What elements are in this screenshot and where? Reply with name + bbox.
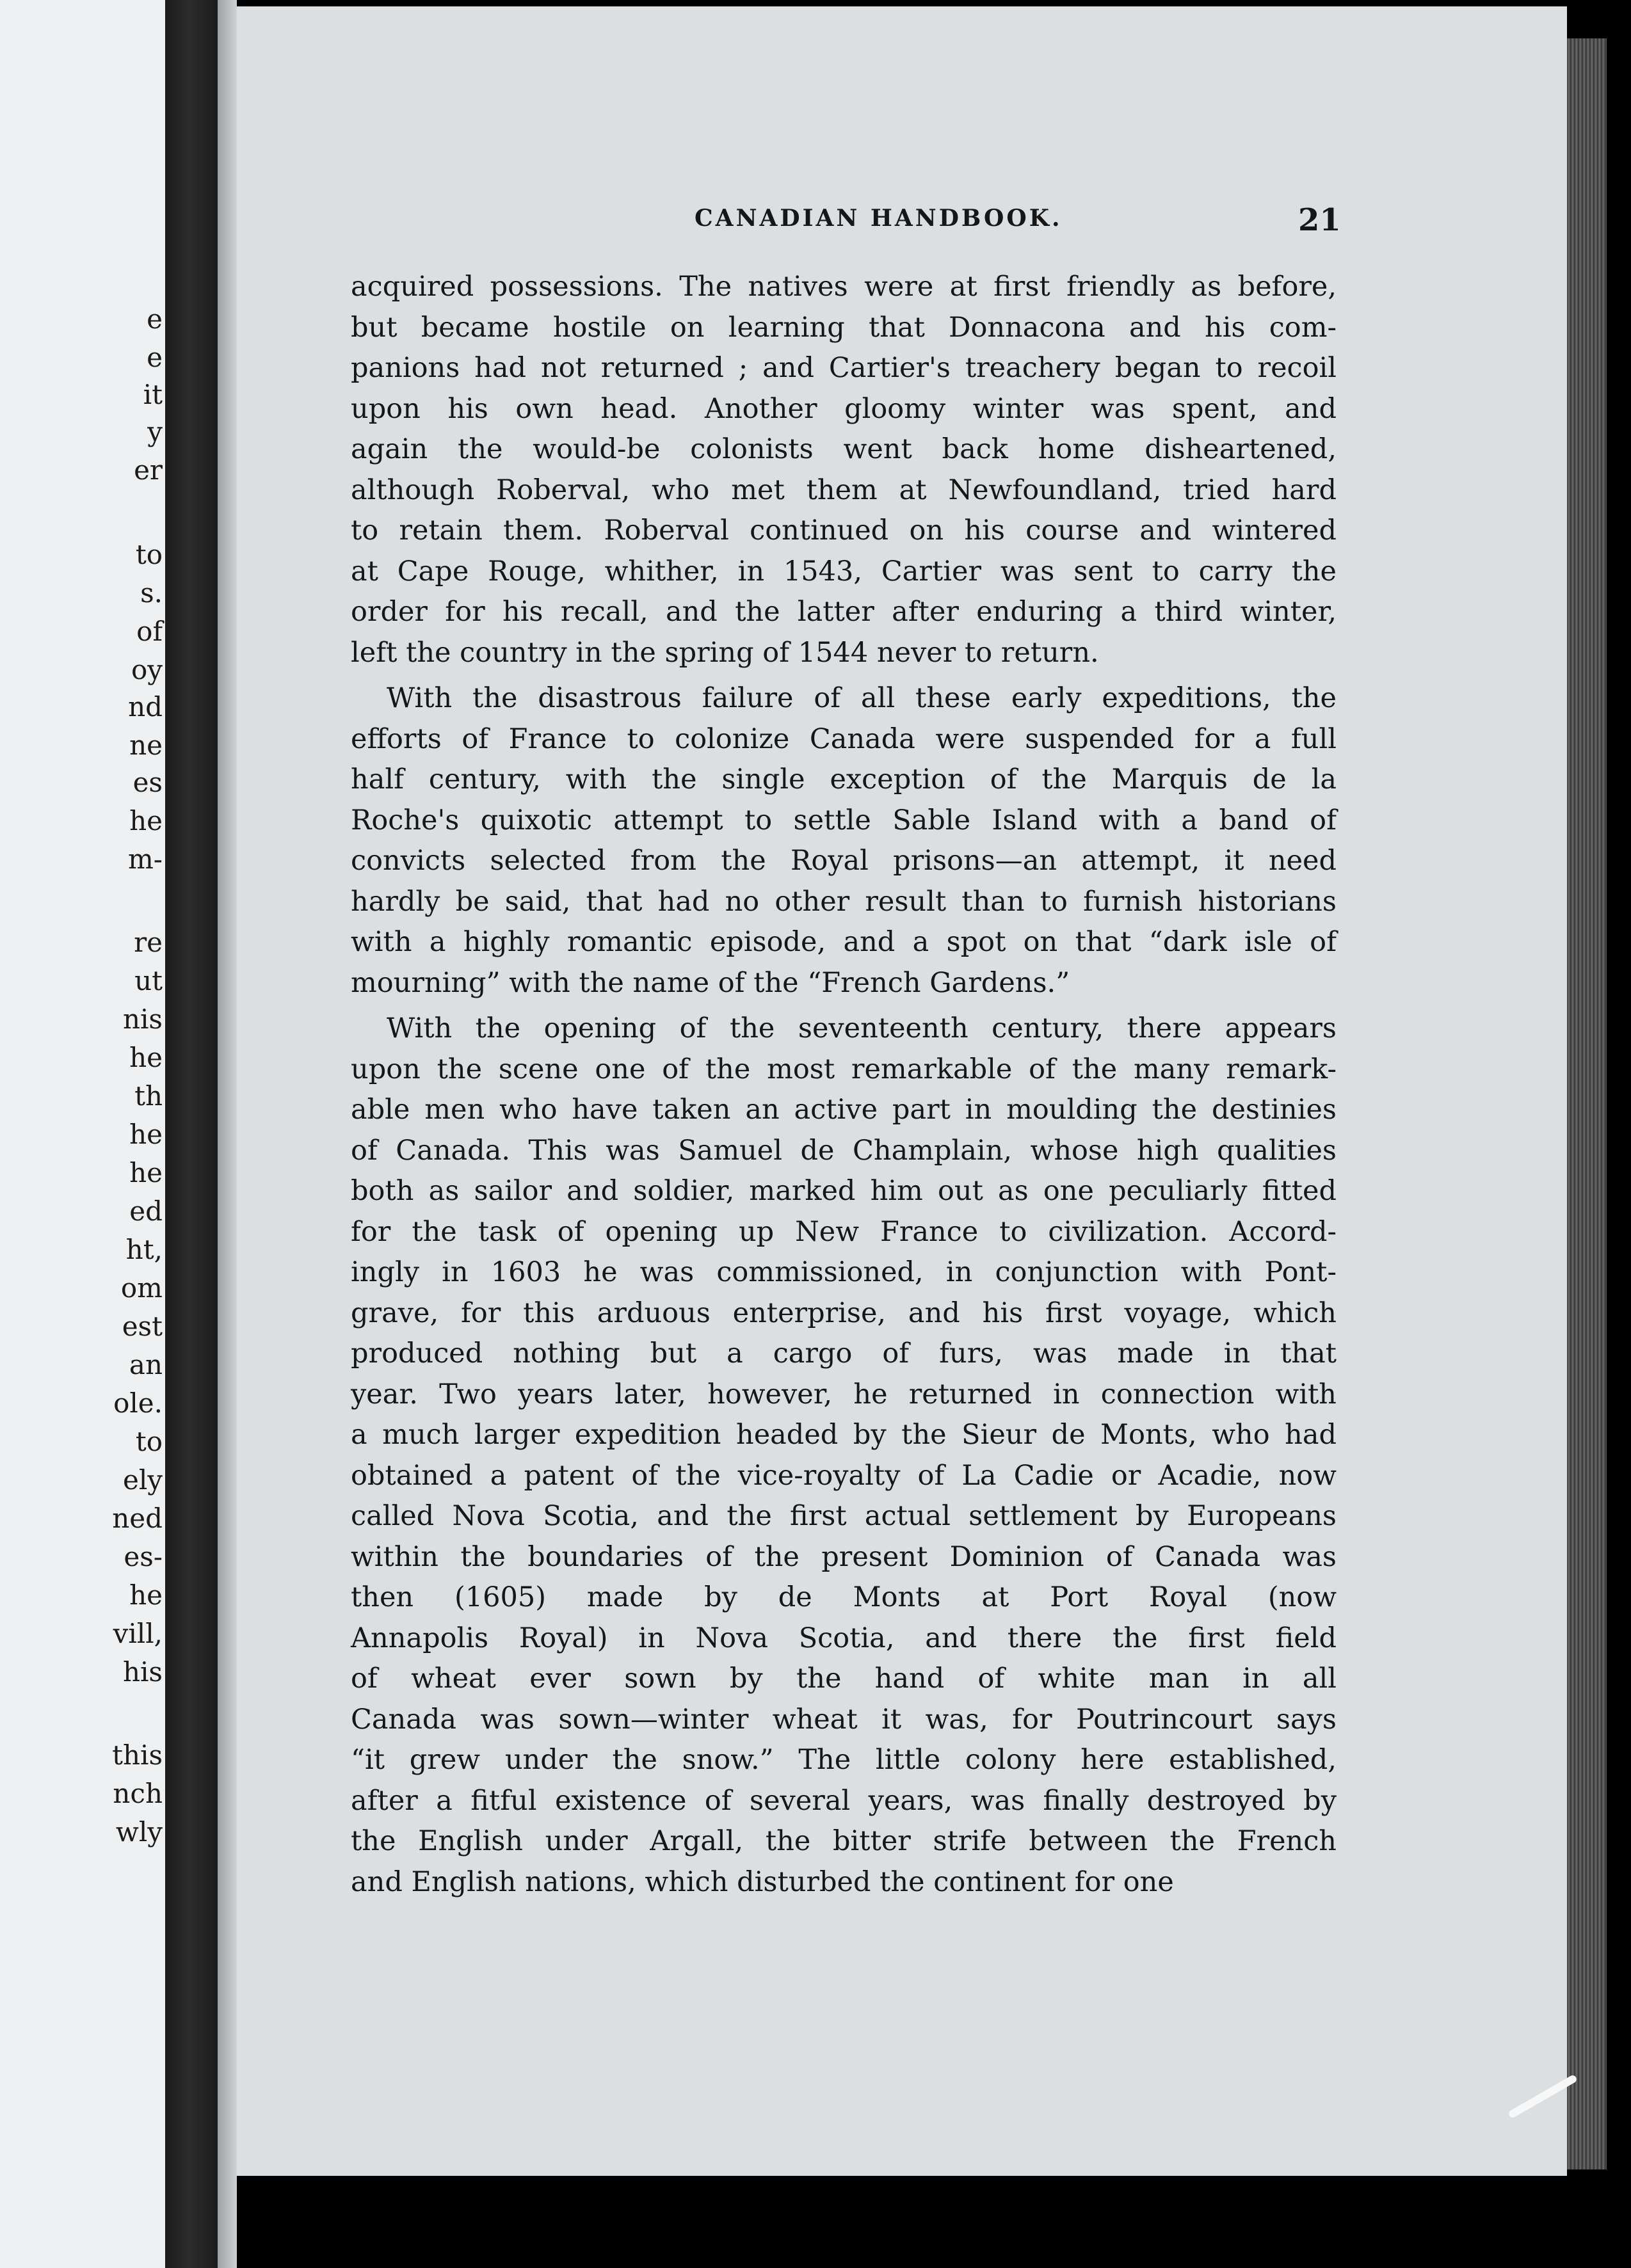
text-line: although Roberval, who met them at Newfoundland, tried hard — [351, 474, 1337, 506]
previous-page-text-fragment: m- — [127, 843, 163, 875]
previous-page-text-fragment: re — [134, 927, 163, 958]
previous-page-text-fragment: om — [120, 1272, 163, 1304]
text-line: and English nations, which disturbed the continent for one — [351, 1865, 1174, 1898]
previous-page-text-fragment: ole. — [113, 1387, 163, 1419]
text-line: convicts selected from the Royal prisons—an attempt, it need — [351, 845, 1337, 877]
previous-page-text-fragment: this — [112, 1739, 163, 1771]
previous-page-text-fragment: es — [133, 767, 163, 798]
text-line: With the opening of the seventeenth century, there appears — [387, 1012, 1337, 1044]
previous-page-text-fragment: nis — [122, 1003, 163, 1035]
text-line: again the would-be colonists went back home disheartened, — [351, 433, 1337, 465]
paragraph — [351, 1009, 1337, 1903]
text-line: for the task of opening up New France to civilization. Accord- — [351, 1215, 1337, 1248]
previous-page-text-fragment: to — [135, 1426, 163, 1457]
previous-page-text-fragment: ned — [112, 1503, 163, 1534]
text-line: produced nothing but a cargo of furs, was made in that — [351, 1338, 1337, 1370]
previous-page-text-fragment: he — [129, 1579, 163, 1611]
text-line: left the country in the spring of 1544 never to return. — [351, 636, 1099, 669]
previous-page-text-fragment: he — [129, 805, 163, 836]
text-line: panions had not returned ; and Cartier's treachery began to recoil — [351, 352, 1337, 384]
text-line: at Cape Rouge, whither, in 1543, Cartier was sent to carry the — [351, 555, 1337, 587]
previous-page-text-fragment: y — [147, 416, 163, 447]
book-spine-shadow — [165, 0, 218, 2268]
text-line: mourning” with the name of the “French Gardens.” — [351, 966, 1070, 999]
page-number: 21 — [1298, 202, 1341, 238]
text-line: called Nova Scotia, and the first actual settlement by Europeans — [351, 1500, 1337, 1532]
text-line: year. Two years later, however, he returned in connection with — [351, 1378, 1337, 1410]
previous-page-text-fragment: ut — [134, 965, 163, 996]
text-line: but became hostile on learning that Donnacona and his com- — [351, 311, 1337, 344]
previous-page-text-fragment: er — [134, 454, 163, 486]
previous-page-text-fragment: ed — [129, 1195, 163, 1227]
previous-page-text-fragment: wly — [115, 1816, 163, 1848]
previous-page-text-fragment: of — [136, 616, 163, 647]
text-line: after a fitful existence of several years, was finally destroyed by — [351, 1784, 1337, 1817]
text-line: efforts of France to colonize Canada were suspended for a full — [351, 723, 1337, 755]
text-line: Roche's quixotic attempt to settle Sable Island with a band of — [351, 804, 1337, 836]
text-line: Annapolis Royal) in Nova Scotia, and there the first field — [351, 1622, 1337, 1654]
previous-page-text-fragment: his — [122, 1656, 163, 1688]
previous-page-text-fragment: ht, — [125, 1234, 163, 1265]
text-line: able men who have taken an active part in moulding the destinies — [351, 1094, 1337, 1126]
text-line: within the boundaries of the present Dominion of Canada was — [351, 1540, 1337, 1573]
previous-page-text-fragment: nch — [113, 1778, 163, 1809]
text-line: a much larger expedition headed by the Sieur de Monts, who had — [351, 1419, 1337, 1451]
text-line: of wheat ever sown by the hand of white man in all — [351, 1663, 1337, 1695]
previous-page-text-fragment: to — [135, 539, 163, 570]
text-line: half century, with the single exception of the Marquis de la — [351, 763, 1337, 795]
text-line: upon his own head. Another gloomy winter was spent, and — [351, 392, 1337, 425]
previous-page-text-fragment: nd — [128, 691, 163, 723]
text-line: of Canada. This was Samuel de Champlain, whose high qualities — [351, 1134, 1337, 1167]
paragraph — [351, 267, 1337, 673]
text-line: hardly be said, that had no other result than to furnish historians — [351, 885, 1337, 918]
text-line: the English under Argall, the bitter strife between the French — [351, 1825, 1337, 1857]
previous-page-text-fragment: he — [129, 1119, 163, 1150]
text-line: order for his recall, and the latter after enduring a third winter, — [351, 596, 1337, 628]
paragraph — [351, 678, 1337, 1003]
text-line: then (1605) made by de Monts at Port Royal (now — [351, 1581, 1337, 1613]
previous-page-text-fragment: e — [147, 303, 163, 335]
text-line: ingly in 1603 he was commissioned, in conjunction with Pont- — [351, 1256, 1337, 1288]
text-line: upon the scene one of the most remarkable of the many remark- — [351, 1053, 1337, 1085]
previous-page-edge — [0, 0, 165, 2268]
previous-page-text-fragment: th — [134, 1080, 163, 1112]
previous-page-text-fragment: he — [129, 1157, 163, 1188]
previous-page-text-fragment: an — [129, 1349, 163, 1380]
text-line: acquired possessions. The natives were at first friendly as before, — [351, 271, 1337, 303]
previous-page-text-fragment: es- — [124, 1541, 163, 1572]
text-line: to retain them. Roberval continued on his course and wintered — [351, 515, 1337, 547]
text-line: grave, for this arduous enterprise, and his first voyage, which — [351, 1297, 1337, 1329]
previous-page-text-fragment: oy — [131, 654, 163, 685]
previous-page-text-fragment: e — [147, 342, 163, 373]
text-line: with a highly romantic episode, and a spot on that “dark isle of — [351, 926, 1337, 958]
previous-page-text-fragment: it — [143, 379, 163, 410]
running-head: CANADIAN HANDBOOK. — [695, 205, 1063, 232]
previous-page-text-fragment: ne — [129, 730, 163, 761]
text-line: both as sailor and soldier, marked him out as one peculiarly fitted — [351, 1175, 1337, 1207]
text-line: With the disastrous failure of all these early expeditions, the — [387, 682, 1337, 714]
previous-page-text-fragment: vill, — [113, 1618, 163, 1649]
previous-page-text-fragment: s. — [140, 577, 163, 609]
text-line: obtained a patent of the vice-royalty of La Cadie or Acadie, now — [351, 1459, 1337, 1492]
text-line: Canada was sown—winter wheat it was, for Poutrincourt says — [351, 1703, 1337, 1736]
previous-page-text-fragment: ely — [122, 1464, 163, 1496]
text-line: “it grew under the snow.” The little colony here established, — [351, 1744, 1337, 1776]
previous-page-text-fragment: est — [122, 1311, 163, 1342]
body-text — [351, 267, 1337, 1903]
page-stack-edge — [1567, 38, 1607, 2169]
page-gutter — [218, 0, 237, 2268]
previous-page-text-fragment: he — [129, 1042, 163, 1073]
